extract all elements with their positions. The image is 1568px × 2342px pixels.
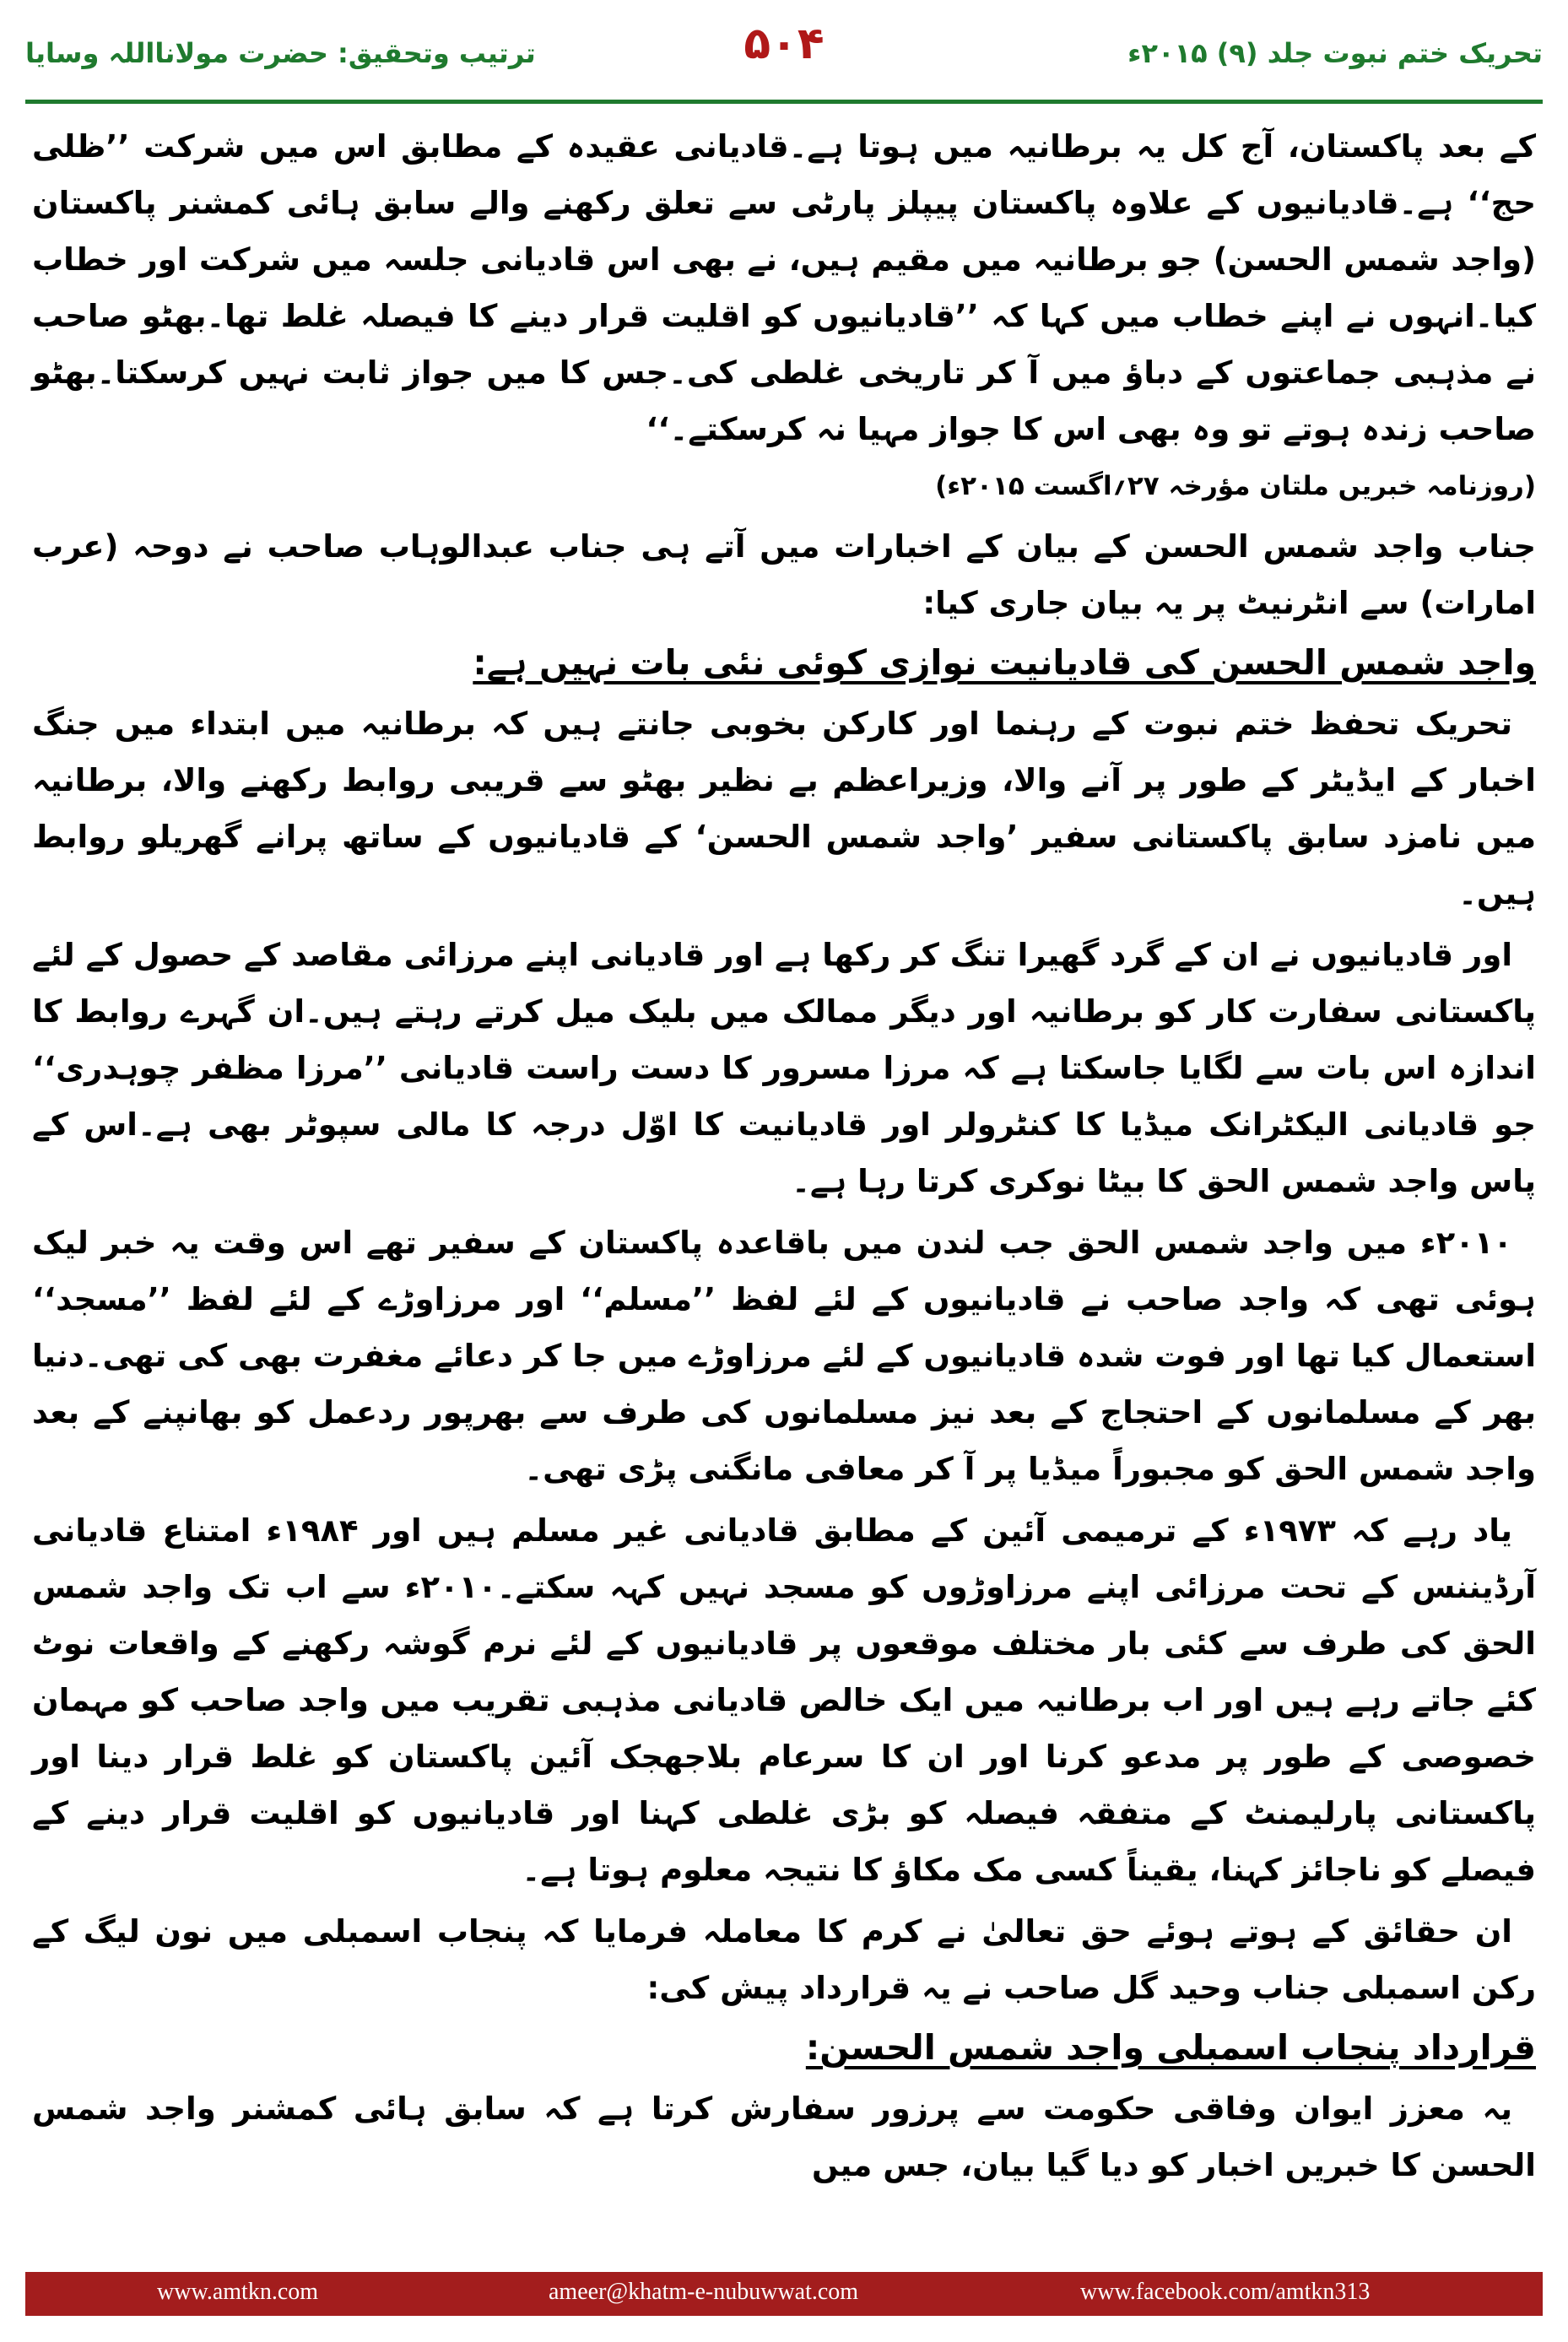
book-title: تحریک ختم نبوت جلد (۹) ۲۰۱۵ء — [1127, 37, 1543, 69]
paragraph: اور قادیانیوں نے ان کے گرد گھیرا تنگ کر رکھا ہے اور قادیانی اپنے مرزائی مقاصد کے حصول کے لئے پاکستانی سفارت کار کو برطانیہ اور دیگر ممالک میں بلیک میل کرتے رہتے ہیں۔ان گہرے روابط کا اندازہ اس بات سے لگایا جاسکتا ہے کہ مرزا مسرور کا دست راست قادیانی ’’مرزا مظفر چوہدری‘‘ جو قادیانی الیکٹرانک میڈیا کا کنٹرولر اور قادیانیت کا اوّل درجہ کا مالی سپوٹر بھی ہے۔اس کے پاس واجد شمس الحق کا بیٹا نوکری کرتا رہا ہے۔ — [32, 937, 1536, 1199]
header-divider — [25, 100, 1543, 104]
website-link[interactable]: www.amtkn.com — [157, 2279, 319, 2305]
section-heading: قرارداد پنجاب اسمبلی واجد شمس الحسن: — [805, 2027, 1536, 2068]
page-number: ۵۰۴ — [743, 19, 825, 69]
facebook-link[interactable]: www.facebook.com/amtkn313 — [1080, 2279, 1371, 2305]
paragraph: ان حقائق کے ہوتے ہوئے حق تعالیٰ نے کرم کا معاملہ فرمایا کہ پنجاب اسمبلی میں نون لیگ کے رکن اسمبلی جناب وحید گل صاحب نے یہ قرارداد پیش کی: — [32, 1913, 1536, 2006]
paragraph: یاد رہے کہ ۱۹۷۳ء کے ترمیمی آئین کے مطابق قادیانی غیر مسلم ہیں اور ۱۹۸۴ء امتناع قادیانی آرڈیننس کے تحت مرزائی اپنے مرزاوڑوں کو مسجد نہیں کہہ سکتے۔۲۰۱۰ء سے اب تک واجد شمس الحق کی طرف سے کئی بار مختلف موقعوں پر قادیانیوں کے لئے نرم گوشہ رکھنے کے واقعات نوٹ کئے جاتے رہے ہیں اور اب برطانیہ میں ایک خالص قادیانی مذہبی تقریب میں واجد صاحب کو مہمان خصوصی کے طور پر مدعو کرنا اور ان کا سرعام بلاجھجک آئین پاکستان کو غلط قرار دینا اور پاکستانی پارلیمنٹ کے متفقہ فیصلہ کو بڑی غلطی کہنا اور قادیانیوں کو اقلیت قرار دینے کے فیصلے کو ناجائز کہنا، یقیناً کسی مک مکاؤ کا نتیجہ معلوم ہوتا ہے۔ — [32, 1512, 1536, 1888]
paragraph: جناب واجد شمس الحسن کے بیان کے اخبارات میں آتے ہی جناب عبدالوہاب صاحب نے دوحہ (عرب امارات) سے انٹرنیٹ پر یہ بیان جاری کیا: — [32, 528, 1536, 621]
compiler-credit: ترتیب وتحقیق: حضرت مولانااللہ وسایا — [25, 37, 536, 69]
paragraph: یہ معزز ایوان وفاقی حکومت سے پرزور سفارش کرتا ہے کہ سابق ہائی کمشنر واجد شمس الحسن کا خبریں اخبار کو دیا گیا بیان، جس میں — [32, 2090, 1536, 2183]
section-heading: واجد شمس الحسن کی قادیانیت نوازی کوئی نئی بات نہیں ہے: — [473, 642, 1536, 683]
paragraph: تحریک تحفظ ختم نبوت کے رہنما اور کارکن بخوبی جانتے ہیں کہ برطانیہ میں ابتداء میں جنگ اخبار کے ایڈیٹر کے طور پر آنے والا، وزیراعظم بے نظیر بھٹو سے قریبی روابط رکھنے والا، برطانیہ میں نامزد سابق پاکستانی سفیر ’واجد شمس الحسن‘ کے قادیانیوں کے ساتھ پرانے گھریلو روابط ہیں۔ — [32, 706, 1536, 911]
source-citation: (روزنامہ خبریں ملتان مؤرخہ ۲۷؍اگست ۲۰۱۵ء) — [935, 471, 1536, 501]
paragraph: کے بعد پاکستان، آج کل یہ برطانیہ میں ہوتا ہے۔قادیانی عقیدہ کے مطابق اس میں شرکت ’’ظلی حج‘‘ ہے۔قادیانیوں کے علاوہ پاکستان پیپلز پارٹی سے تعلق رکھنے والے سابق ہائی کمشنر پاکستان (واجد شمس الحسن) جو برطانیہ میں مقیم ہیں، نے بھی اس قادیانی جلسہ میں شرکت اور خطاب کیا۔انہوں نے اپنے خطاب میں کہا کہ ’’قادیانیوں کو اقلیت قرار دینے کا فیصلہ غلط تھا۔بھٹو صاحب نے مذہبی جماعتوں کے دباؤ میں آ کر تاریخی غلطی کی۔جس کا میں جواز ثابت نہیں کرسکتا۔بھٹو صاحب زندہ ہوتے تو وہ بھی اس کا جواز مہیا نہ کرسکتے۔‘‘ — [32, 128, 1536, 447]
page-body — [32, 118, 1536, 2199]
email-link[interactable]: ameer@khatm-e-nubuwwat.com — [549, 2279, 859, 2305]
paragraph: ۲۰۱۰ء میں واجد شمس الحق جب لندن میں باقاعدہ پاکستان کے سفیر تھے اس وقت یہ خبر لیک ہوئی تھی کہ واجد صاحب نے قادیانیوں کے لئے لفظ ’’مسلم‘‘ اور مرزاوڑے کے لئے لفظ ’’مسجد‘‘ استعمال کیا تھا اور فوت شدہ قادیانیوں کے لئے مرزاوڑے میں جا کر دعائے مغفرت بھی کی تھی۔دنیا بھر کے مسلمانوں کے احتجاج کے بعد نیز مسلمانوں کی طرف سے بھرپور ردعمل کو بھانپنے کے بعد واجد شمس الحق کو مجبوراً میڈیا پر آ کر معافی مانگنی پڑی تھی۔ — [32, 1225, 1536, 1487]
page-header — [25, 19, 1543, 96]
page-footer — [25, 2272, 1543, 2316]
